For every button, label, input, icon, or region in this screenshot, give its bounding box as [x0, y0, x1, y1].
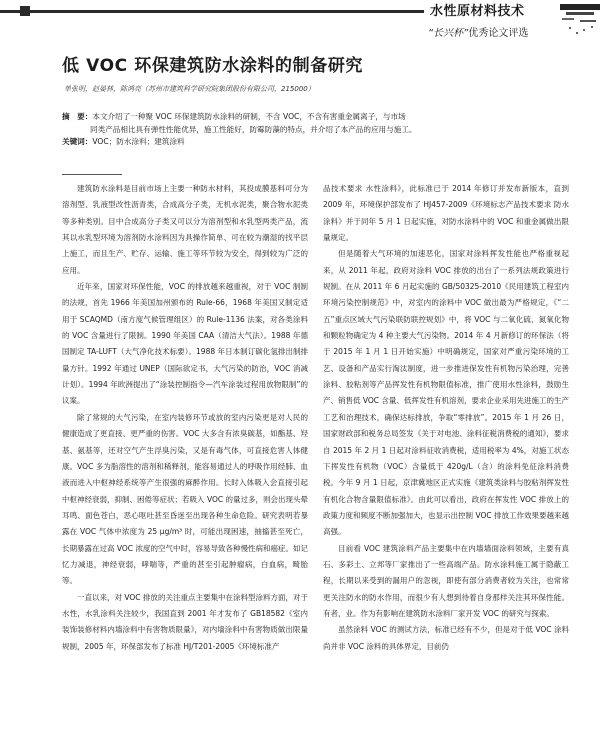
header-subtitle — [428, 24, 528, 39]
abstract — [62, 111, 540, 136]
body-column-left — [62, 181, 308, 655]
header-rule — [0, 10, 424, 13]
keywords-label: 关键词： — [62, 137, 93, 146]
keywords-text: VOC；防水涂料；建筑涂料 — [92, 137, 185, 146]
keywords — [62, 136, 185, 147]
body-paragraph: 除了常规的大气污染，在室内装修环节或放的室内污染更是对人民的健康造成了更直接、更严重的伤害。VOC 大多含有浓臭碳基，如酯基、羟基、氨基等，还对空气产生浮臭污染，又是有毒气体，可直接危害人体健康。VOC 多为脂溶性的溶剂和稀释剂，能容易通过人的呼吸作用经肺、血液而进入中枢神经系统等产生很强的麻醉作用。长时入体吸入会直接引起中枢神经衰弱，抑制、困倦等症状；若吸入 VOC 的量过多，则会出现头晕耳鸣、面色苍白，恶心呕吐甚至昏迷至出现各种生命危险。研究表明若暴露在 VOC 气体中浓度为 25 μg/m³ 时，可能出现困速，抽搐甚至死亡，长期暴露在过高 VOC 浓度的空气中时，容易导致各种慢性病和癌症。如记忆力减退，神经衰弱，哮喘等，严重的甚至引起肿瘤病，白血病，畸胎等。 — [62, 412, 308, 586]
body-paragraph: 品技术要求 水性涂料》，此标准已于 2014 年修订并发布新版本，直到 2009 年，环境保护部发布了 HJ457-2009《环境标志产品技术要求 防水涂料》并于同年 5 月 1 日起实施，对防水涂料中的 VOC 和重金属做出限量规定。 — [323, 184, 569, 243]
scan-noise-graphic — [560, 0, 600, 36]
article-title: 低 VOC 环保建筑防水涂料的制备研究 — [62, 56, 364, 76]
header-award-name: “长兴杯” — [428, 28, 469, 39]
divider-left — [62, 174, 122, 175]
body-paragraph: 建筑防水涂料是目前市场上主要一种防水材料，其投成膜基料可分为溶剂型、乳液型改性沥青类，合成高分子类，无机水泥类，聚合物水泥类等多种类别。目中合成高分子类又可以分为溶剂型和水乳型两类产品，流其以水乳型环境为溶剂防水涂料因为具操作简单、可在较为潮湿的找平层上施工，而且生产、贮存、运输、施工等环节较为安全，得到较为广泛的应用。 — [62, 184, 308, 275]
body-paragraph: 一直以来，对 VOC 排放的关注重点主要集中在涂料型涂料方面，对于水性，水乳涂料关注较少，我国直到 2001 年才发布了 GB18582《室内装饰装修材料内墙涂料中有害物质限量》，对内墙涂料中有害物质做出限量规制，2005 年，环保部发布了标准 HJ/T201-2005《环境标准产 — [62, 592, 308, 651]
abstract-label: 摘 要： — [62, 112, 93, 121]
abstract-line-2: 同类产品相比具有弹性性能优异，施工性能好，防霉防藻的特点，并介绍了本产品的应用与施工。 — [90, 124, 417, 134]
body-column-right — [323, 181, 569, 655]
body-paragraph: 但是随着大气环境的加速恶化，国家对涂料挥发性能也严格重视起来，从 2011 年起，政府对涂料 VOC 排放的出台了一系列法规政策进行规制。在从 2011 年 6 月起实施的 GB/50325-2010《民用建筑工程室内环境污染控制规范》中，对室内的涂料中 VOC 做出最为严格规定，《“二五”重点区域大气污染联防联控规划》中，将 VOC 与二氧化硫、氮氧化物和颗粒物确定为 4 种主要大气污染物。2014 年 4 月新修订的环保法（将于 2015 年 1 月 1 日开始实施）中明确规定，国家对严重污染环境的工艺、设备和产品实行淘汰制度，进一步推进保发性有机物污染治理，完善涂料、胶粘剂等产品挥发性有机物限值标准，推广使用水性涂料，鼓励生产、销售低 VOC 含量、低挥发性有机溶剂，要求企业采用先进施工的生产工艺和治理技术，确保达标排放，争取“零排放”。2015 年 1 月 26 日，国家财政部和税务总局签发《关于对电池、涂料征税消费税的通知》，要求自 2015 年 2 月 1 日起对涂料征收消费税，适用税率为 4%，对施工状态下挥发性有机物（VOC）含量低于 420g/L（含）的涂料免征涂料消费税。今年 9 月 1 日起，京津冀地区正式实施《建筑类涂料与胶粘剂挥发性有机化合物含量限值标准》。由此可以看出，政府在挥发性 VOC 排放上的政策力度和频度不断加强加大，也显示出控制 VOC 排放工作效果要越来越高强。 — [323, 249, 569, 537]
body-paragraph: 近年来，国家对环保性能，VOC 的排放越来越重视，对于 VOC 制制的法规，首先 1966 年美国加州颁布的 Rule-66，1968 年美国又制定适用于 SCAQMD（南方度气候管理组区）的 Rule-1136 法案，对各类涂料的 VOC 含量进行了限制。1990 年美国 CAA（清洁大气法）。1988 年德国制定 TA-LUFT（大气净化技术标要）。1988 年日本制订碳化氢排出制排量方针。1992 年通过 UNEP（国际欲定书，大气污染的防治，VOC 消减计划）。1994 年欧洲提出了“涂装控制指令—汽车涂装过程用放物限制”的议案。 — [62, 282, 308, 406]
header-bullet-mark — [20, 6, 30, 16]
body-paragraph: 目前看 VOC 建筑涂料产品主要集中在内墙墙面涂料领域，主要有真石、多彩土、立邦等厂家推出了一些高端产品。防水涂料施工属于隐蔽工程，长期以来受到的漏用户的忽视，即使有部分消费者较为关注，也常常更关注防水的防水作用，而很少有人想到待着自身那样关注其环保性能。有者，业。作为有影响在建筑防水涂料厂家开发 VOC 的研究与探索。 — [323, 543, 569, 618]
article-authors: 单张明，赵晏林，陈鸿亮（苏州市建筑科学研究院集团股份有限公司，215000） — [64, 85, 315, 93]
body-paragraph: 虽然涂料 VOC 的测试方法，标准已经有不少，但是对于低 VOC 涂料尚并非 VOC 涂料的具体界定，目前仍 — [323, 625, 569, 651]
abstract-line-1: 本文介绍了一种聚 VOC 环保建筑防水涂料的研制，不含 VOC，不含有害重金属离子，与市场 — [92, 112, 406, 121]
header-section-title: 水性原材料技术 — [430, 4, 525, 19]
header-award-rest: 优秀论文评选 — [468, 28, 529, 39]
